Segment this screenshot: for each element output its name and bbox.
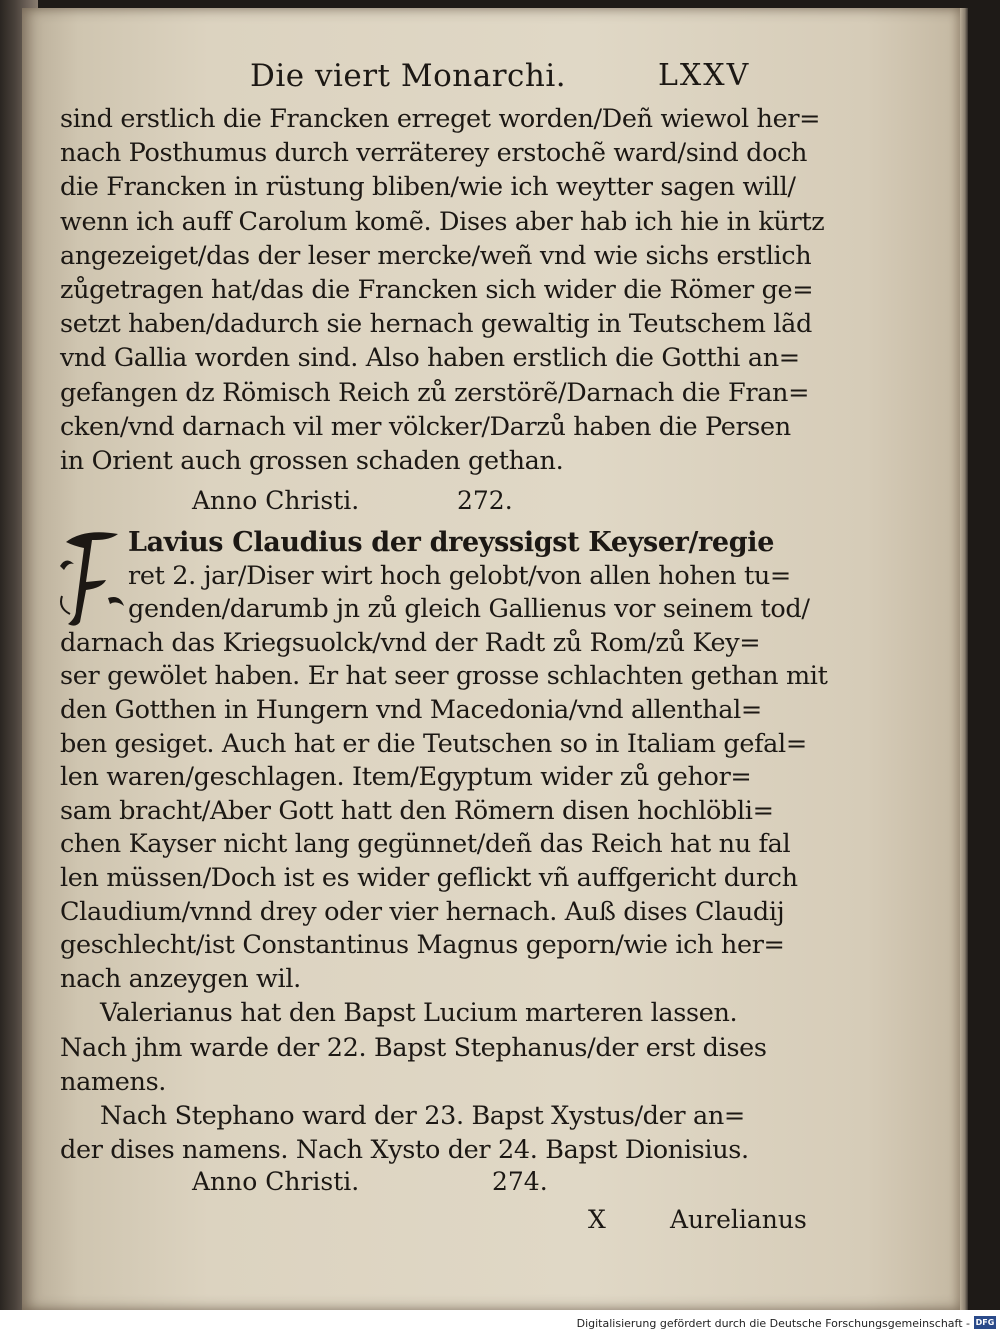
text-line: nach anzeygen wil. <box>60 963 301 994</box>
text-line: gefangen dz Römisch Reich zů zerstörẽ/Darnach die Fran= <box>60 377 810 408</box>
text-line: Nach Stephano ward der 23. Bapst Xystus/der an= <box>100 1100 745 1131</box>
text-line: angezeiget/das der leser mercke/weñ vnd wie sichs erstlich <box>60 240 812 271</box>
anno-year: 274. <box>492 1167 548 1197</box>
catchword: Aurelianus <box>670 1205 807 1235</box>
text-line: Valerianus hat den Bapst Lucium marteren lassen. <box>100 998 738 1029</box>
text-line: len waren/geschlagen. Item/Egyptum wider zů gehor= <box>60 762 752 793</box>
text-line: ben gesiget. Auch hat er die Teutschen so in Italiam gefal= <box>60 728 807 759</box>
catchline <box>60 1203 820 1239</box>
text-line: sam bracht/Aber Gott hatt den Römern disen hochlöbli= <box>60 795 774 826</box>
text-block <box>60 56 828 1239</box>
paragraph-2 <box>60 526 828 996</box>
text-line: ser gewölet haben. Er hat seer grosse schlachten gethan mit <box>60 661 828 692</box>
text-line: Nach jhm warde der 22. Bapst Stephanus/der erst dises <box>60 1032 767 1063</box>
initial-f-ornament <box>56 526 128 630</box>
digitization-footer <box>0 1310 1000 1337</box>
anno-label: Anno Christi. <box>192 486 360 516</box>
running-head <box>60 56 820 102</box>
folio-number: LXXV <box>658 58 751 93</box>
signature-mark: X <box>588 1205 606 1235</box>
text-line: ret 2. jar/Diser wirt hoch gelobt/von allen hohen tu= <box>128 560 791 591</box>
text-line: len müssen/Doch ist es wider geflickt vñ auffgericht durch <box>60 863 798 893</box>
text-line: darnach das Kriegsuolck/vnd der Radt zů Rom/zů Key= <box>60 627 761 658</box>
dfg-logo-icon: DFG <box>975 1318 995 1327</box>
funding-notice: Digitalisierung gefördert durch die Deutsche Forschungsgemeinschaft - <box>576 1317 970 1330</box>
text-line: namens. <box>60 1066 167 1097</box>
running-title: Die viert Monarchi. <box>250 58 567 94</box>
decorated-initial <box>56 526 128 630</box>
text-line: zůgetragen hat/das die Francken sich wider die Römer ge= <box>60 274 814 305</box>
text-line: die Francken in rüstung bliben/wie ich weytter sagen will/ <box>60 172 796 203</box>
paragraph-3 <box>60 996 820 1099</box>
anno-christi-272 <box>60 478 820 522</box>
text-line: geschlecht/ist Constantinus Magnus geporn/wie ich her= <box>60 930 785 961</box>
first-line: Lavius Claudius der dreyssigst Keyser/regie <box>128 527 775 559</box>
anno-christi-274 <box>60 1167 820 1203</box>
paragraph-1 <box>60 102 825 478</box>
text-line: chen Kayser nicht lang gegünnet/deñ das Reich hat nu fal <box>60 829 791 860</box>
paragraph-4 <box>60 1099 820 1167</box>
anno-year: 272. <box>457 486 513 516</box>
page <box>22 8 960 1310</box>
text-line: der dises namens. Nach Xysto der 24. Bapst Dionisius. <box>60 1135 749 1166</box>
text-line: in Orient auch grossen schaden gethan. <box>60 445 564 476</box>
page-edge <box>960 8 968 1310</box>
text-line: den Gotthen in Hungern vnd Macedonia/vnd allenthal= <box>60 695 762 726</box>
text-line: cken/vnd darnach vil mer völcker/Darzů haben die Persen <box>60 411 791 442</box>
anno-label: Anno Christi. <box>192 1167 360 1197</box>
text-line: vnd Gallia worden sind. Also haben erstlich die Gotthi an= <box>60 343 800 374</box>
text-line: setzt haben/dadurch sie hernach gewaltig in Teutschem lãd <box>60 309 812 340</box>
text-line: nach Posthumus durch verräterey erstochẽ ward/sind doch <box>60 138 808 169</box>
text-line: sind erstlich die Francken erreget worden/Deñ wiewol her= <box>60 104 821 134</box>
text-line: genden/darumb jn zů gleich Gallienus vor seinem tod/ <box>128 594 810 625</box>
text-line: wenn ich auff Carolum komẽ. Dises aber hab ich hie in kürtz <box>60 206 825 237</box>
text-line: Claudium/vnnd drey oder vier hernach. Auß dises Claudij <box>60 896 785 927</box>
